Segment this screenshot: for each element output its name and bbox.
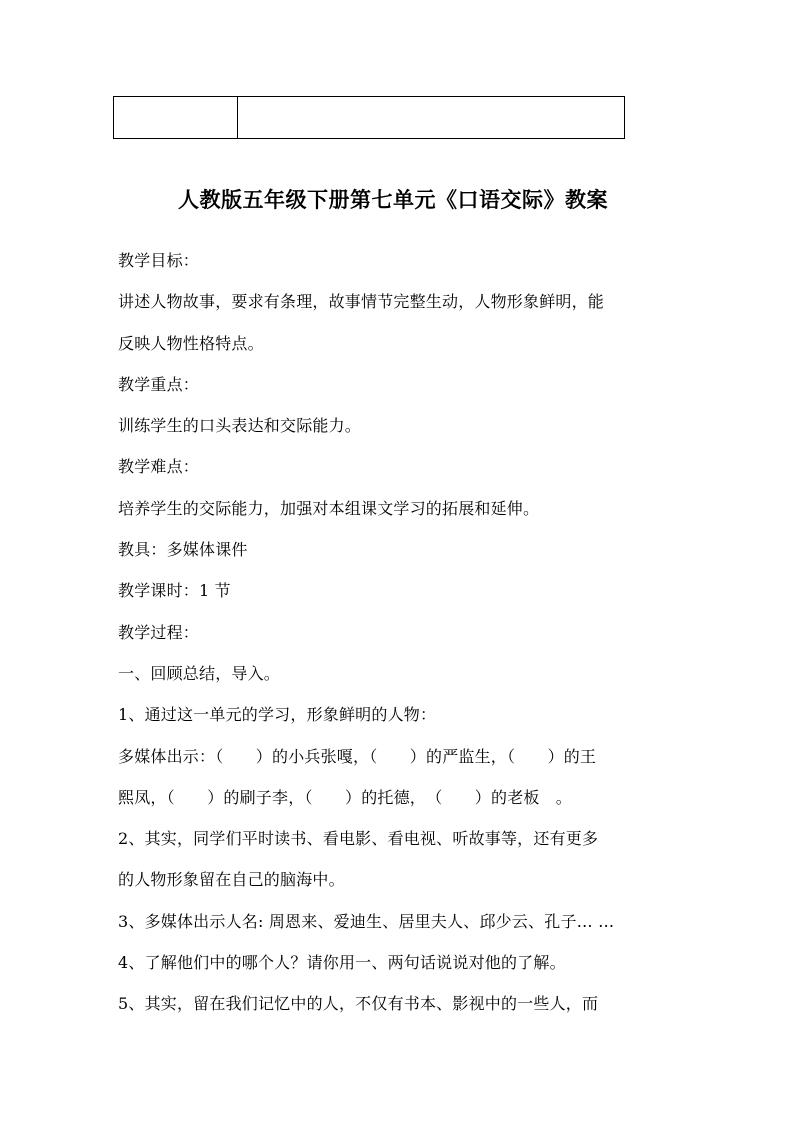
- text-line: 教学难点：: [118, 457, 200, 477]
- text-line: 反映人物性格特点。: [118, 333, 264, 353]
- header-table-cell-right: [238, 97, 624, 138]
- text-line: 教学目标：: [118, 251, 200, 270]
- header-table-cell-left: [114, 97, 238, 138]
- text-line: 熙凤，（ ）的刷子李，（ ）的托德， （ ）的老板 。: [118, 787, 573, 807]
- text-line: 3、多媒体出示人名: 周恩来、爱迪生、居里夫人、邱少云、孔子… …: [118, 911, 615, 931]
- document-title: 人教版五年级下册第七单元《口语交际》教案: [178, 187, 608, 212]
- text-line: 讲述人物故事，要求有条理，故事情节完整生动，人物形象鲜明，能: [118, 292, 605, 312]
- document-body: [118, 247, 688, 1032]
- text-line: 的人物形象留在自己的脑海中。: [118, 870, 345, 890]
- text-line: 教学过程：: [118, 622, 200, 642]
- text-line: 多媒体出示：（ ）的小兵张嘎，（ ）的严监生，（ ）的王: [118, 746, 597, 766]
- header-table: [113, 96, 625, 139]
- text-line: 5、其实，留在我们记忆中的人，不仅有书本、影视中的一些人，而: [118, 994, 599, 1014]
- text-line: 1、通过这一单元的学习，形象鲜明的人物：: [118, 705, 437, 725]
- text-line: 训练学生的口头表达和交际能力。: [118, 416, 362, 436]
- text-line: 2、其实，同学们平时读书、看电影、看电视、听故事等，还有更多: [118, 829, 599, 849]
- text-line: 教学课时：1 节: [118, 581, 231, 601]
- text-line: 教学重点：: [118, 374, 200, 394]
- text-line: 培养学生的交际能力，加强对本组课文学习的拓展和延伸。: [118, 498, 540, 518]
- text-line: 4、了解他们中的哪个人？请你用一、两句话说说对他的了解。: [118, 953, 566, 973]
- text-line: 一、回顾总结，导入。: [118, 663, 281, 683]
- text-line: 教具：多媒体课件: [118, 540, 248, 560]
